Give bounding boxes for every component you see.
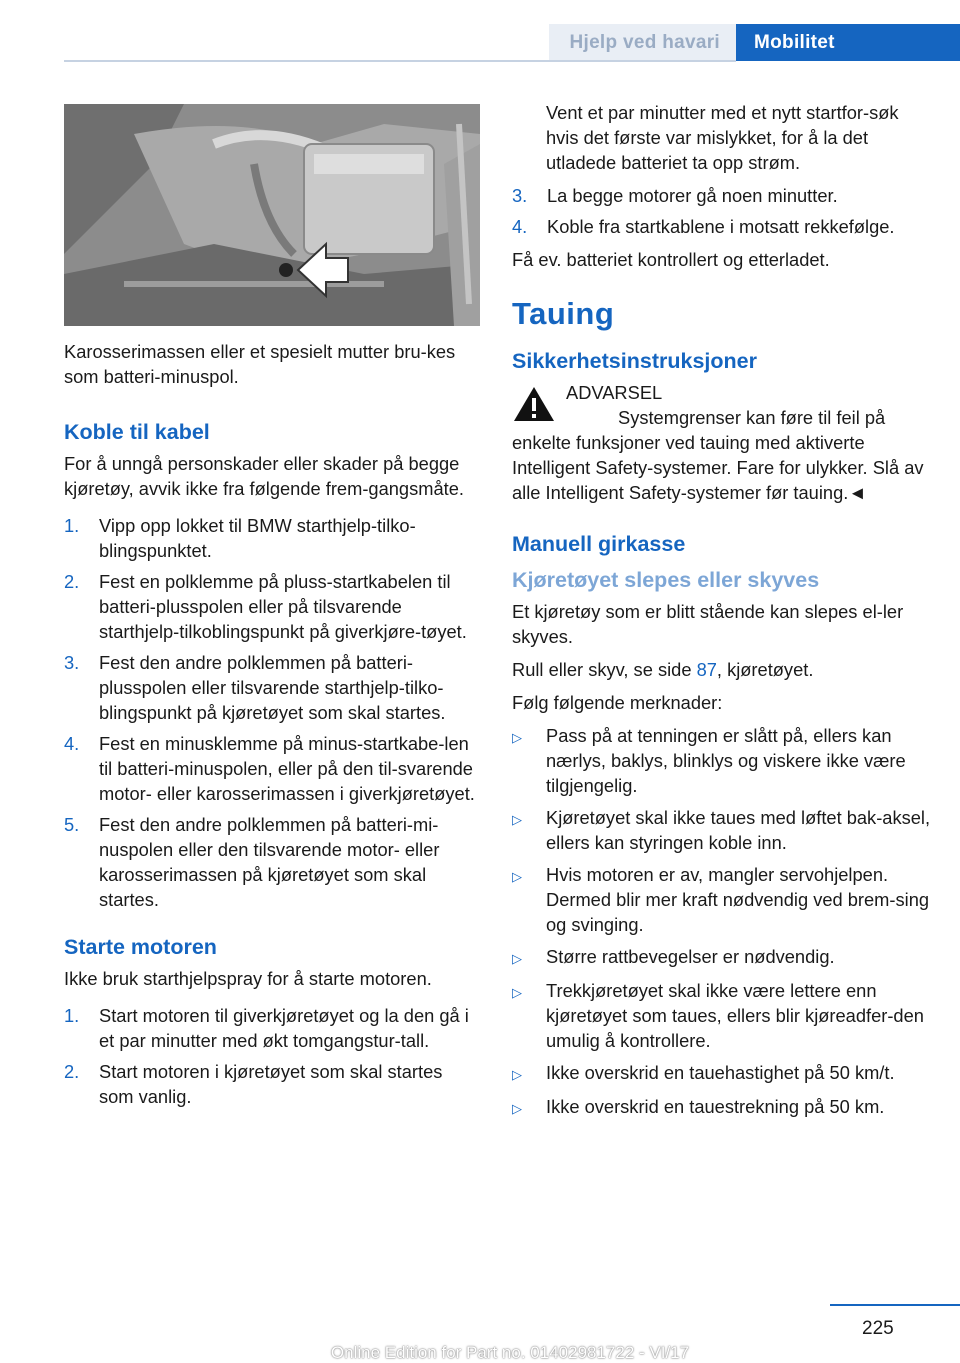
safety-heading: Sikkerhetsinstruksjoner (512, 349, 757, 373)
right-column (512, 100, 932, 1128)
engine-bay-photo (64, 104, 480, 326)
towing-heading: Tauing (512, 296, 615, 331)
step-continuation: Vent et par minutter med et nytt startfor-søk hvis det første var mislykket, for å la det utladede batteriet ta opp strøm. (546, 102, 899, 173)
list-item: ▷ Pass på at tenningen er slått på, ellers kan nærlys, baklys, blinklys og viskere ikke være tilgjengelig. (512, 725, 906, 796)
list-item: ▷ Trekkjøretøyet skal ikke være lettere enn kjøretøyet som taues, ellers blir kjøreadfer-den umulig å kontrollere. (512, 980, 924, 1051)
tow-push-heading: Kjøretøyet slepes eller skyves (512, 568, 820, 592)
photo-caption: Karosserimassen eller et spesielt mutter bru-kes som batteri-minuspol. (64, 341, 456, 387)
page-number: 225 (862, 1318, 894, 1339)
manual-gearbox-heading: Manuell girkasse (512, 532, 686, 556)
header-tabs (549, 24, 960, 61)
list-item: 2. Fest en polklemme på pluss-startkabelen til batteri-plusspolen eller på tilsvarende starthjelp-tilkoblingspunkt på giverkjøre-tøyet. (64, 571, 467, 642)
tow-push-intro: Et kjøretøy som er blitt stående kan slepes el-ler skyves. (512, 601, 904, 647)
header-rule (64, 60, 736, 62)
section-tab[interactable]: Mobilitet (736, 24, 960, 61)
page-number-rule (830, 1304, 960, 1306)
disconnect-steps (512, 183, 932, 239)
footer-edition: Online Edition for Part no. 01402981722 - VI/17 (330, 1343, 690, 1362)
list-item: ▷ Kjøretøyet skal ikke taues med løftet bak-aksel, ellers kan styringen koble inn. (512, 807, 931, 853)
triangle-bullet-icon: ▷ (512, 985, 522, 1000)
connect-cable-heading: Koble til kabel (64, 420, 210, 444)
warning-label: ADVARSEL (566, 382, 663, 403)
list-item: 1. Vipp opp lokket til BMW starthjelp-tilko-blingspunktet. (64, 515, 416, 561)
list-item: ▷ Større rattbevegelser er nødvendig. (512, 944, 932, 971)
start-steps (64, 1003, 478, 1109)
start-engine-heading: Starte motoren (64, 935, 217, 959)
start-intro: Ikke bruk starthjelpspray for å starte motoren. (64, 968, 432, 989)
list-item: 4. Fest en minusklemme på minus-startkabe-len til batteri-minuspolen, eller på den til-svarende motor- eller karosserimassen i giverkjøretøyet. (64, 733, 475, 804)
list-item: 1. Start motoren til giverkjøretøyet og la den gå i et par minutter med økt tomgangstur-tall. (64, 1005, 469, 1051)
list-item: ▷ Ikke overskrid en tauehastighet på 50 km/t. (512, 1060, 932, 1087)
towing-notes (512, 723, 932, 1121)
warning-box (512, 380, 932, 505)
left-column (64, 100, 478, 1131)
roll-reference: Rull eller skyv, se side 87, kjøretøyet. (512, 659, 814, 680)
triangle-bullet-icon: ▷ (512, 1101, 522, 1116)
list-item: ▷ Ikke overskrid en tauestrekning på 50 km. (512, 1094, 932, 1121)
list-item: 3. La begge motorer gå noen minutter. (512, 185, 838, 206)
connect-steps (64, 513, 478, 912)
chapter-tab[interactable]: Hjelp ved havari (549, 24, 736, 61)
triangle-bullet-icon: ▷ (512, 730, 522, 745)
warning-text: Systemgrenser kan føre til feil på enkelte funksjoner ved tauing med aktiverte Intelligent Safety-systemer. Fare for ulykker. Slå av alle Intelligent Safety-systemer før tauing.◄ (512, 407, 924, 503)
list-item: ▷ Hvis motoren er av, mangler servohjelpen. Dermed blir mer kraft nødvendig ved brem-sing og svinging. (512, 864, 930, 935)
after-steps-text: Få ev. batteriet kontrollert og etterladet. (512, 249, 830, 270)
notes-intro: Følg følgende merknader: (512, 692, 723, 713)
triangle-bullet-icon: ▷ (512, 812, 522, 827)
page-link[interactable]: 87 (696, 659, 717, 680)
warning-icon (512, 384, 556, 424)
triangle-bullet-icon: ▷ (512, 951, 522, 966)
list-item: 2. Start motoren i kjøretøyet som skal startes som vanlig. (64, 1061, 443, 1107)
triangle-bullet-icon: ▷ (512, 1067, 522, 1082)
list-item: 4. Koble fra startkablene i motsatt rekkefølge. (512, 216, 895, 237)
list-item: 5. Fest den andre polklemmen på batteri-mi-nuspolen eller den tilsvarende motor- eller karosserimassen på kjøretøyet som skal startes. (64, 814, 440, 910)
triangle-bullet-icon: ▷ (512, 869, 522, 884)
connect-intro: For å unngå personskader eller skader på begge kjøretøy, avvik ikke fra følgende frem-gangsmåte. (64, 453, 464, 499)
list-item: 3. Fest den andre polklemmen på batteri-plusspolen eller tilsvarende starthjelp-tilko-blingspunkt på kjøretøyet som skal startes. (64, 652, 446, 723)
